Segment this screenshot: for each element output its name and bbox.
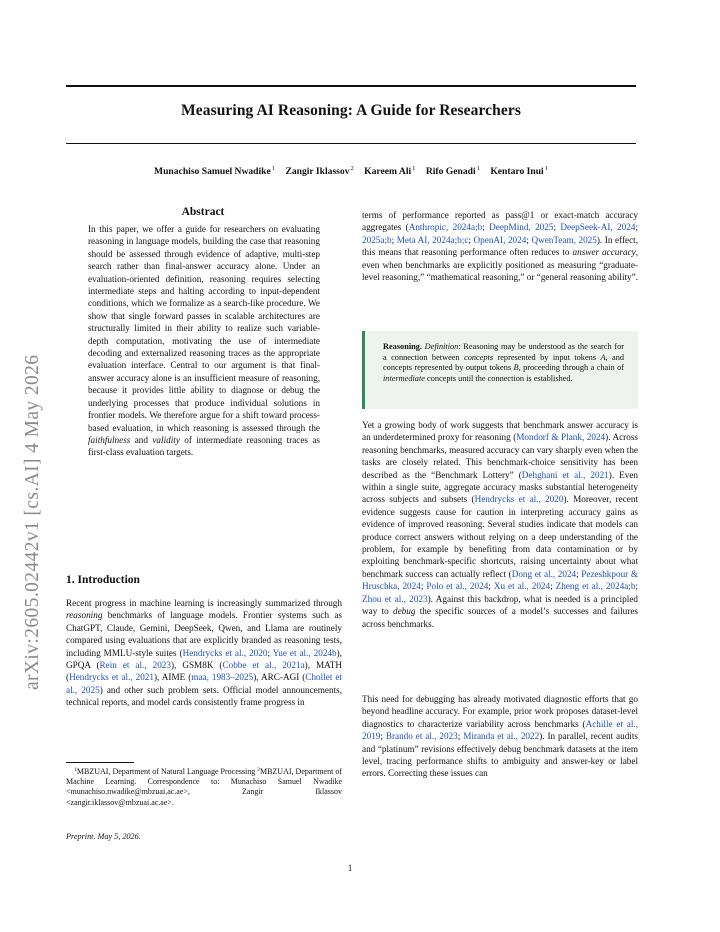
citation-link[interactable]: maa, 1983–2025 (191, 672, 254, 683)
author-list (66, 165, 636, 177)
citation-link[interactable]: QwenTeam, 2025 (531, 234, 597, 245)
author: Munachiso Samuel Nwadike$^1$ (154, 165, 276, 177)
author: Rifo Genadi$^1$ (425, 165, 480, 177)
citation-link[interactable]: Zheng et al., 2024a;b (555, 581, 636, 592)
footnote-rule (66, 762, 134, 763)
abstract-heading: Abstract (181, 206, 225, 218)
citation-link[interactable]: Pezeshkpour & Hruschka, 2024 (362, 568, 638, 592)
citation-link[interactable]: OpenAI, 2024 (473, 234, 527, 245)
abstract-body: In this paper, we offer a guide for researchers on evaluating reasoning in language models, building the case that reasoning should be assessed through evidence of adaptive, multi-step search rather than final-answer accuracy alone. Under an evaluation-oriented definition, reasoning requires selecting intermediate steps and halting according to input-dependent conditions, which we formalize as a search-like procedure. We show that single forward passes in scalable architectures are structurally limited in their ability to realize such variable-depth computation, motivating the use of intermediate decoding and externalized reasoning traces as the appropriate evaluation interface. Central to our argument is that final-answer accuracy alone is an insufficient measure of reasoning, because it provides little ability to diagnose or debug the underlying processes that produce individual solutions in frontier models. We therefore argue for a shift toward process-based evaluation, in which reasoning is assessed through the faithfulness and validity of intermediate reasoning traces as first-class evaluation targets. (88, 224, 320, 458)
citation-link[interactable]: Zhou et al., 2023 (362, 593, 428, 604)
top-rule (66, 85, 636, 87)
definition-text: Reasoning. Definition: Reasoning may be understood as the search for a connection between concepts represented by input tokens A, and concepts represented by output tokens B, proceeding through a chain of intermediate concepts until the connection is established. (383, 342, 624, 383)
citation-link[interactable]: Hendrycks et al., 2021 (69, 672, 154, 683)
citation-link[interactable]: Xu et al., 2024 (493, 581, 551, 592)
right-column-paragraph-3: This need for debugging has already motivated diagnostic efforts that go beyond headline accuracy. For example, prior work proposes dataset-level diagnostics to characterize variability across benchmarks (Achille et al., 2019; Brando et al., 2023; Miranda et al., 2022). In parallel, recent audits and “platinum” revisions effectively debug benchmark datasets at the item level, tracing performance shifts to ambiguity and answer-key or label errors. Correcting these issues can (362, 694, 638, 779)
page-number: 1 (347, 863, 353, 873)
title-rule (66, 143, 636, 144)
section-heading-introduction: 1. Introduction (66, 574, 140, 586)
citation-link[interactable]: Rein et al., 2023 (99, 660, 171, 671)
citation-link[interactable]: Miranda et al., 2022 (463, 731, 540, 742)
citation-link[interactable]: Achille et al., 2019 (362, 718, 638, 742)
affiliation-footnote: $^1$MBZUAI, Department of Natural Language Processing $^2$MBZUAI, Department of Machine Learning. Correspondence to: Munachiso Samuel Nwadike <munachiso.nwadike@mbzuai.ac.ae>, Zangir Iklassov <zangir.iklassov@mbzuai.ac.ae>. (66, 767, 343, 807)
author: Zangir Iklassov$^2$ (285, 165, 354, 177)
citation-link[interactable]: Chollet et al., 2025 (66, 672, 342, 695)
introduction-body: Recent progress in machine learning is increasingly summarized through reasoning benchmarks of language models. Frontier systems such as ChatGPT, Claude, Gemini, DeepSeek, Qwen, and Llama are routinely compared using evaluations that are explicitly branded as reasoning tests, including MMLU-style suites (Hendrycks et al., 2020; Yue et al., 2024b), GPQA (Rein et al., 2023), GSM8K (Cobbe et al., 2021a), MATH (Hendrycks et al., 2021), AIME (maa, 1983–2025), ARC-AGI (Chollet et al., 2025) and other such problem sets. Official model announcements, technical reports, and model cards consistently frame progress in (66, 598, 343, 708)
arxiv-watermark: arXiv:2605.02442v1 [cs.AI] 4 May 2026 (22, 354, 43, 690)
right-column-paragraph-1: terms of performance reported as pass@1 or exact-match accuracy aggregates (Anthropic, 2024a;b; DeepMind, 2025; DeepSeek-AI, 2024; 2025a;b; Meta AI, 2024a;b;c; OpenAI, 2024; QwenTeam, 2025). In effect, this means that reasoning performance often reduces to answer accuracy, even when benchmarks are explicitly positioned as measuring “graduate-level reasoning,” “mathematical reasoning,” or “general reasoning ability”. (362, 210, 639, 283)
citation-link[interactable]: Dong et al., 2024 (511, 568, 577, 579)
paper-title: Measuring AI Reasoning: A Guide for Researchers (181, 102, 521, 119)
citation-link[interactable]: DeepSeek-AI, 2024 (560, 222, 636, 233)
citation-link[interactable]: Meta AI, 2024a;b;c (396, 234, 469, 245)
citation-link[interactable]: Mondorf & Plank, 2024 (516, 432, 606, 443)
citation-link[interactable]: Hendrycks et al., 2020 (474, 494, 564, 505)
citation-link[interactable]: Anthropic, 2024a;b (408, 222, 483, 233)
citation-link[interactable]: Polo et al., 2024 (426, 581, 489, 592)
definition-box (362, 331, 638, 409)
preprint-date: Preprint. May 5, 2026. (66, 832, 141, 841)
author: Kentaro Inui$^1$ (490, 165, 548, 177)
citation-link[interactable]: Brando et al., 2023 (385, 731, 458, 742)
citation-link[interactable]: Yue et al., 2024b (272, 647, 337, 658)
author: Kareem Ali$^1$ (364, 165, 416, 177)
citation-link[interactable]: 2025a;b (362, 234, 392, 245)
citation-link[interactable]: Hendrycks et al., 2020 (182, 647, 268, 658)
citation-link[interactable]: Dehghani et al., 2021 (521, 469, 609, 480)
citation-link[interactable]: Cobbe et al., 2021a (222, 660, 305, 671)
right-column-paragraph-2: Yet a growing body of work suggests that benchmark answer accuracy is an underdetermined proxy for reasoning (Mondorf & Plank, 2024). Across reasoning benchmarks, measured accuracy can vary sharply even when the tasks are closely related. This benchmark-choice sensitivity has been described as the “Benchmark Lottery” (Dehghani et al., 2021). Even within a single suite, aggregate accuracy masks substantial heterogeneity across subjects and subsets (Hendrycks et al., 2020). Moreover, recent evidence suggests cause for caution in interpreting accuracy gains as evidence of improved reasoning. Several studies indicate that models can produce correct answers without relying on a deep understanding of the problem, for example by benefiting from data contamination or by exploiting benchmark-specific shortcuts, raising uncertainty about what benchmark success can actually reflect (Dong et al., 2024; Pezeshkpour & Hruschka, 2024; Polo et al., 2024; Xu et al., 2024; Zheng et al., 2024a;b; Zhou et al., 2023). Against this backdrop, what is needed is a principled way to debug the specific sources of a model’s successes and failures across benchmarks. (362, 420, 639, 629)
citation-link[interactable]: DeepMind, 2025 (489, 222, 554, 233)
